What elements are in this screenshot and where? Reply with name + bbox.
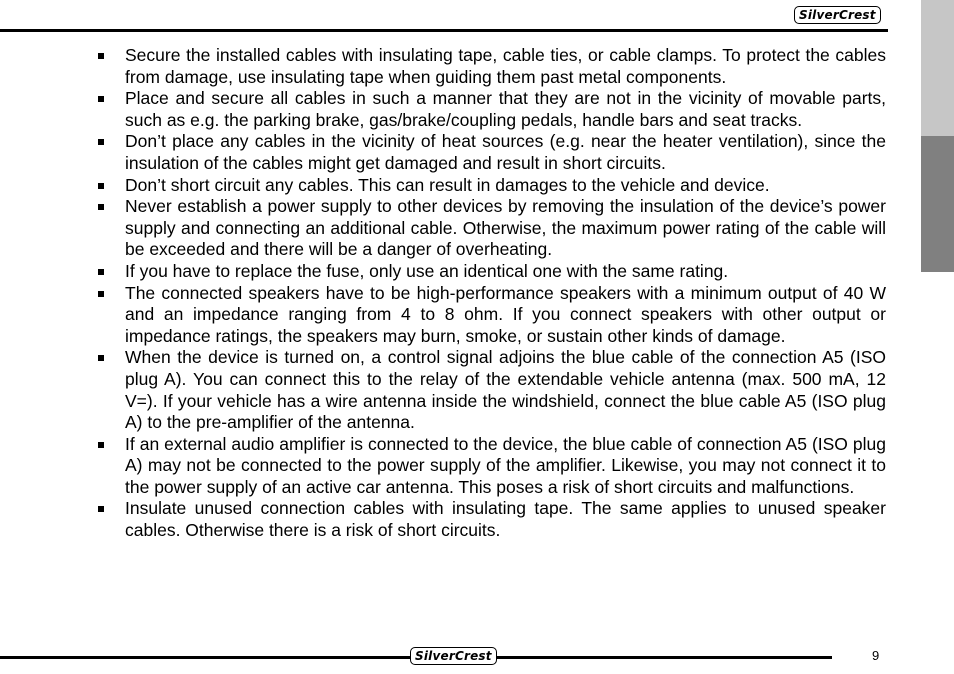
bullet-item: If an external audio amplifier is connected to the device, the blue cable of connection A5 (ISO plug A) may not be connected to the power supply of the amplifier. Likewise, you may not connect it to the power supply of an active car antenna. This poses a risk of short circuits and malfunctions. xyxy=(0,434,886,499)
bullet-item: Never establish a power supply to other devices by removing the insulation of the device’s power supply and connecting an additional cable. Otherwise, the maximum power rating of the cable will be exceeded and there will be a danger of overheating. xyxy=(0,196,886,261)
safety-bullet-list xyxy=(0,45,886,542)
silvercrest-logo-top: SilverCrest xyxy=(794,6,881,24)
bullet-item: Place and secure all cables in such a manner that they are not in the vicinity of movable parts, such as e.g. the parking brake, gas/brake/coupling pedals, handle bars and seat tracks. xyxy=(0,88,886,131)
bullet-item: If you have to replace the fuse, only use an identical one with the same rating. xyxy=(0,261,886,283)
bullet-item: Insulate unused connection cables with insulating tape. The same applies to unused speaker cables. Otherwise there is a risk of short circuits. xyxy=(0,498,886,541)
header-rule xyxy=(0,29,888,32)
bullet-item: Don’t place any cables in the vicinity of heat sources (e.g. near the heater ventilation), since the insulation of the cables might get damaged and result in short circuits. xyxy=(0,131,886,174)
bullet-item: When the device is turned on, a control signal adjoins the blue cable of the connection A5 (ISO plug A). You can connect this to the relay of the extendable vehicle antenna (max. 500 mA, 12 V=). If your vehicle has a wire antenna inside the windshield, connect the blue cable A5 (ISO plug A) to the pre-amplifier of the antenna. xyxy=(0,347,886,433)
bullet-item: The connected speakers have to be high-performance speakers with a minimum output of 40 W and an impedance ranging from 4 to 8 ohm. If you connect speakers with other output or impedance ratings, the speakers may burn, smoke, or sustain other kinds of damage. xyxy=(0,283,886,348)
bullet-item: Don’t short circuit any cables. This can result in damages to the vehicle and device. xyxy=(0,175,886,197)
bullet-item: Secure the installed cables with insulating tape, cable ties, or cable clamps. To protect the cables from damage, use insulating tape when guiding them past metal components. xyxy=(0,45,886,88)
side-tab-light xyxy=(921,0,954,136)
page-number: 9 xyxy=(872,648,880,663)
silvercrest-logo-bottom: SilverCrest xyxy=(410,647,497,665)
side-tab-dark xyxy=(921,136,954,272)
